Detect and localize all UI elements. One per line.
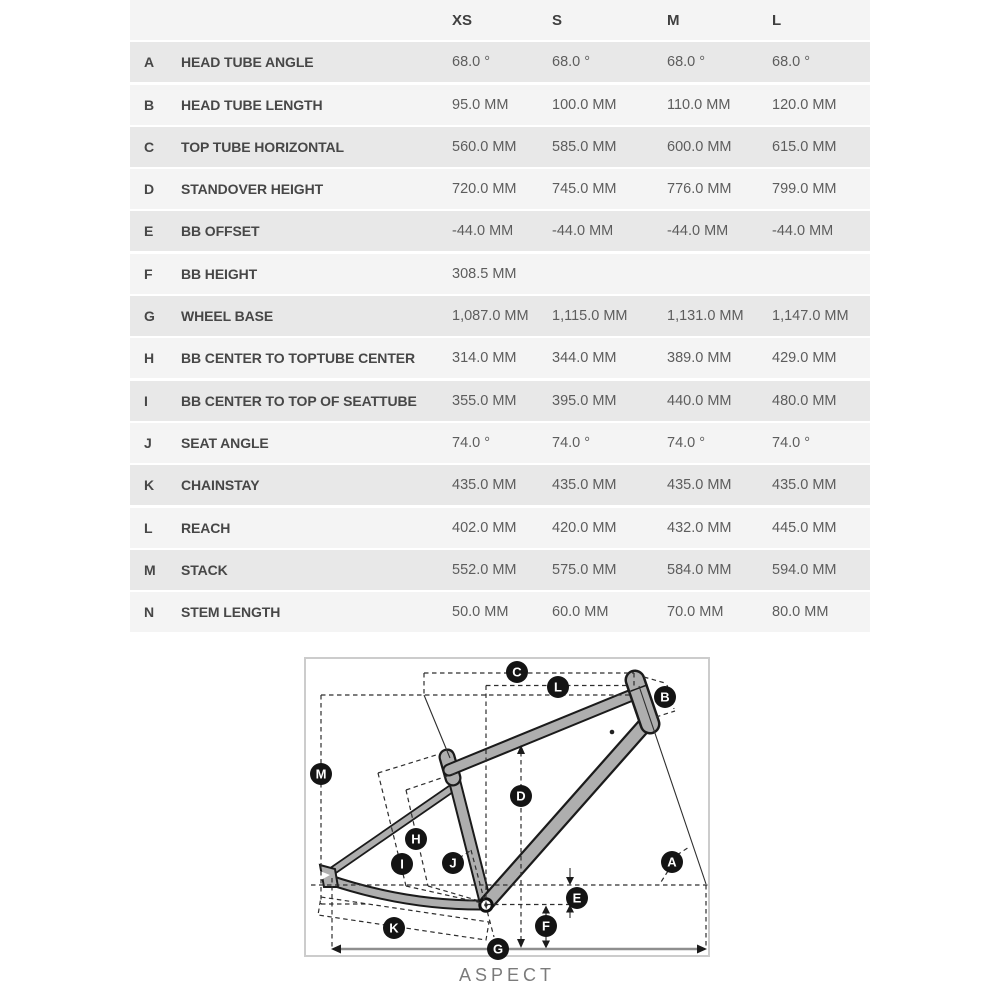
- svg-text:G: G: [492, 941, 504, 957]
- badge-k: [383, 917, 405, 939]
- row-value: 395.0 MM: [552, 392, 617, 409]
- svg-text:F: F: [542, 918, 550, 934]
- column-header-m: M: [667, 11, 680, 29]
- row-value: 480.0 MM: [772, 392, 837, 409]
- row-value: -44.0 MM: [452, 223, 514, 240]
- svg-text:B: B: [660, 689, 670, 705]
- svg-text:L: L: [554, 679, 562, 695]
- table-row: [130, 85, 870, 125]
- bike-geometry-diagram: [306, 659, 708, 955]
- row-value: 355.0 MM: [452, 392, 517, 409]
- row-metric-name: BB HEIGHT: [181, 265, 258, 282]
- row-value: 50.0 MM: [452, 604, 509, 621]
- row-value: 120.0 MM: [772, 96, 837, 113]
- row-letter: G: [144, 308, 155, 325]
- badge-a: [661, 851, 683, 873]
- row-value: 615.0 MM: [772, 138, 837, 155]
- frame-diagram-box: [304, 657, 710, 957]
- badge-h: [405, 828, 427, 850]
- badge-c: [506, 661, 528, 683]
- row-metric-name: HEAD TUBE ANGLE: [181, 54, 314, 71]
- badge-j: [442, 852, 464, 874]
- row-value: 74.0 °: [552, 434, 591, 451]
- row-value: 435.0 MM: [772, 477, 837, 494]
- row-letter: J: [144, 434, 152, 451]
- row-value: 68.0 °: [552, 54, 591, 71]
- row-letter: K: [144, 477, 155, 494]
- row-value: 1,087.0 MM: [452, 308, 529, 325]
- row-value: 1,147.0 MM: [772, 308, 849, 325]
- row-value: 100.0 MM: [552, 96, 617, 113]
- column-header-l: L: [772, 11, 782, 29]
- column-header-s: S: [552, 11, 563, 29]
- svg-text:D: D: [516, 788, 526, 804]
- badge-l: [547, 676, 569, 698]
- row-value: 68.0 °: [772, 54, 811, 71]
- svg-text:C: C: [512, 664, 522, 680]
- row-value: 70.0 MM: [667, 604, 724, 621]
- row-letter: L: [144, 519, 153, 536]
- row-value: 429.0 MM: [772, 350, 837, 367]
- row-value: 95.0 MM: [452, 96, 509, 113]
- row-value: -44.0 MM: [772, 223, 834, 240]
- table-row: [130, 169, 870, 209]
- table-row: [130, 508, 870, 548]
- table-row: [130, 465, 870, 505]
- badge-g: [487, 938, 509, 960]
- table-row: [130, 296, 870, 336]
- table-row: [130, 550, 870, 590]
- row-metric-name: BB OFFSET: [181, 223, 260, 240]
- table-row: [130, 592, 870, 632]
- measure-line-d: [517, 745, 525, 948]
- row-value: 420.0 MM: [552, 519, 617, 536]
- row-value: 575.0 MM: [552, 561, 617, 578]
- badge-b: [654, 686, 676, 708]
- bike-frame: [320, 680, 650, 911]
- row-letter: M: [144, 561, 156, 578]
- table-header-row: [130, 0, 870, 40]
- table-row: [130, 381, 870, 421]
- model-caption: ASPECT: [458, 965, 556, 985]
- row-metric-name: STANDOVER HEIGHT: [181, 181, 324, 198]
- row-letter: D: [144, 181, 155, 198]
- row-value: 745.0 MM: [552, 181, 617, 198]
- row-value: 600.0 MM: [667, 138, 732, 155]
- svg-text:I: I: [400, 856, 404, 872]
- row-value: 74.0 °: [667, 434, 706, 451]
- row-value: 60.0 MM: [552, 604, 609, 621]
- row-value: 110.0 MM: [667, 96, 731, 113]
- table-row: [130, 423, 870, 463]
- row-metric-name: STEM LENGTH: [181, 604, 281, 621]
- table-row: [130, 211, 870, 251]
- row-metric-name: HEAD TUBE LENGTH: [181, 96, 323, 113]
- badge-i: [391, 853, 413, 875]
- row-value: 314.0 MM: [452, 350, 517, 367]
- table-row: [130, 338, 870, 378]
- table-row: [130, 254, 870, 294]
- svg-text:H: H: [411, 831, 421, 847]
- row-value: 68.0 °: [452, 54, 491, 71]
- row-value: 432.0 MM: [667, 519, 732, 536]
- row-letter: H: [144, 350, 155, 367]
- row-value: 1,131.0 MM: [667, 308, 744, 325]
- row-letter: B: [144, 96, 155, 113]
- row-value: 344.0 MM: [552, 350, 617, 367]
- row-value: -44.0 MM: [552, 223, 614, 240]
- row-value: -44.0 MM: [667, 223, 729, 240]
- row-value: 560.0 MM: [452, 138, 517, 155]
- row-value: 308.5 MM: [452, 265, 517, 282]
- row-metric-name: SEAT ANGLE: [181, 434, 269, 451]
- row-letter: A: [144, 54, 155, 71]
- row-metric-name: REACH: [181, 519, 231, 536]
- row-value: 552.0 MM: [452, 561, 517, 578]
- row-value: 435.0 MM: [452, 477, 517, 494]
- row-metric-name: BB CENTER TO TOPTUBE CENTER: [181, 350, 416, 367]
- badge-e: [566, 887, 588, 909]
- row-metric-name: STACK: [181, 561, 228, 578]
- row-value: 585.0 MM: [552, 138, 617, 155]
- badge-d: [510, 785, 532, 807]
- row-value: 402.0 MM: [452, 519, 517, 536]
- row-metric-name: TOP TUBE HORIZONTAL: [181, 138, 344, 155]
- geometry-table-body: [130, 42, 870, 632]
- row-value: 776.0 MM: [667, 181, 732, 198]
- row-value: 584.0 MM: [667, 561, 732, 578]
- row-value: 80.0 MM: [772, 604, 829, 621]
- row-value: 68.0 °: [667, 54, 706, 71]
- row-value: 74.0 °: [772, 434, 811, 451]
- row-metric-name: CHAINSTAY: [181, 477, 260, 494]
- svg-text:J: J: [449, 855, 457, 871]
- svg-text:M: M: [315, 766, 327, 782]
- table-row: [130, 42, 870, 82]
- row-value: 74.0 °: [452, 434, 491, 451]
- row-value: 445.0 MM: [772, 519, 837, 536]
- cable-port-dot: [610, 730, 615, 735]
- row-value: 799.0 MM: [772, 181, 837, 198]
- row-letter: C: [144, 138, 155, 155]
- row-letter: F: [144, 265, 153, 282]
- badge-m: [310, 763, 332, 785]
- svg-text:A: A: [667, 854, 677, 870]
- svg-text:K: K: [389, 920, 399, 936]
- row-value: 389.0 MM: [667, 350, 732, 367]
- row-value: 720.0 MM: [452, 181, 517, 198]
- row-letter: I: [144, 392, 148, 409]
- badge-f: [535, 915, 557, 937]
- row-metric-name: BB CENTER TO TOP OF SEATTUBE: [181, 392, 417, 409]
- row-letter: N: [144, 604, 155, 621]
- row-value: 435.0 MM: [667, 477, 732, 494]
- svg-text:E: E: [572, 890, 582, 906]
- geometry-table: [130, 0, 870, 634]
- column-header-xs: XS: [452, 11, 473, 29]
- row-value: 440.0 MM: [667, 392, 732, 409]
- row-value: 435.0 MM: [552, 477, 617, 494]
- row-value: 594.0 MM: [772, 561, 837, 578]
- row-metric-name: WHEEL BASE: [181, 308, 274, 325]
- table-row: [130, 127, 870, 167]
- row-value: 1,115.0 MM: [552, 308, 628, 325]
- row-letter: E: [144, 223, 154, 240]
- diagram-label-badges: [310, 661, 683, 960]
